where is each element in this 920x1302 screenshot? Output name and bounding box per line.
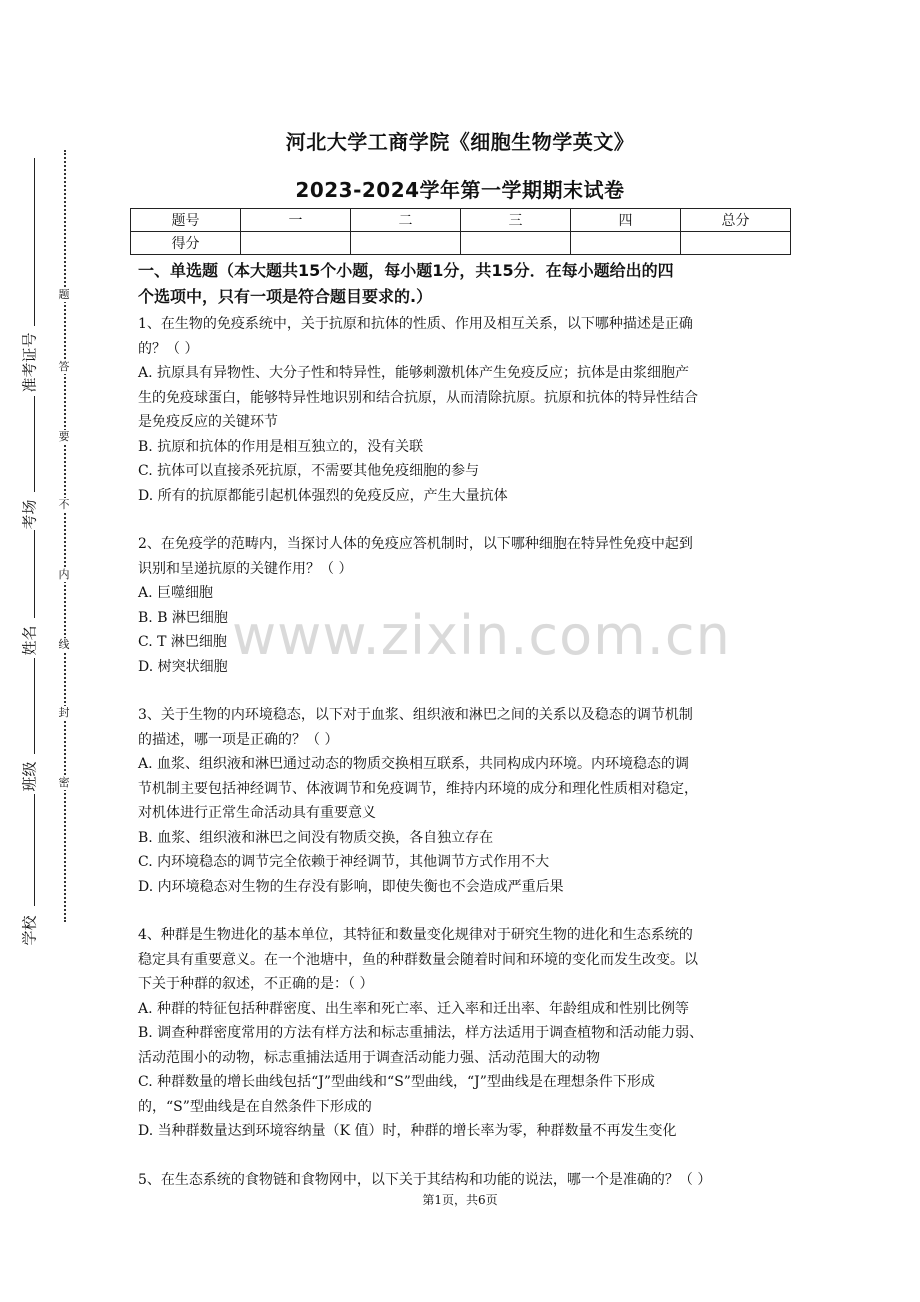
section-heading-line: 一、单选题（本大题共15个小题，每小题1分，共15分．在每小题给出的四 (138, 261, 674, 280)
question-list (138, 312, 794, 1192)
question-stem-line: 3、关于生物的内环境稳态，以下对于血浆、组织液和淋巴之间的关系以及稳态的调节机制 (138, 707, 693, 723)
score-table-cell: 题号 (131, 209, 241, 232)
answer-option-line: 的，“S”型曲线是在自然条件下形成的 (138, 1098, 372, 1115)
score-table (130, 208, 791, 255)
answer-option-line: C. 内环境稳态的调节完全依赖于神经调节，其他调节方式作用不大 (138, 854, 550, 870)
watermark: www.zixin.com.cn (232, 604, 731, 667)
answer-option[interactable] (138, 850, 794, 875)
field-label-name: 姓名 (20, 625, 39, 656)
question-stem-line: 稳定具有重要意义。在一个池塘中，鱼的种群数量会随着时间和环境的变化而发生改变。以 (138, 951, 698, 968)
answer-option[interactable] (138, 826, 794, 851)
field-underline (34, 396, 35, 492)
score-table-cell: 三 (461, 209, 571, 232)
exam-subtitle: 2023-2024学年第一学期期末试卷 (295, 178, 625, 202)
question-stem-line: 2、在免疫学的范畴内，当探讨人体的免疫应答机制时，以下哪种细胞在特异性免疫中起到 (138, 536, 693, 552)
answer-option-line: D. 当种群数量达到环境容纳量（K 值）时，种群的增长率为零，种群数量不再发生变化 (138, 1123, 677, 1139)
question-stem-line: 1、在生物的免疫系统中，关于抗原和抗体的性质、作用及相互关系，以下哪种描述是正确 (138, 316, 693, 332)
answer-option-line: C. T 淋巴细胞 (138, 634, 227, 650)
score-table-header-row (131, 209, 791, 232)
field-underline (34, 794, 35, 906)
seal-char: 要 (56, 430, 72, 444)
answer-option[interactable] (138, 752, 794, 826)
answer-option-line: D. 内环境稳态对生物的生存没有影响，即使失衡也不会造成严重后果 (138, 878, 564, 895)
answer-option[interactable] (138, 435, 794, 460)
question-stem-line: 下关于种群的叙述，不正确的是：（ ） (138, 976, 374, 992)
score-input-cell[interactable] (571, 232, 681, 255)
answer-option-line: B. 抗原和抗体的作用是相互独立的，没有关联 (138, 438, 424, 455)
score-input-cell[interactable] (461, 232, 571, 255)
score-table-cell: 一 (241, 209, 351, 232)
score-table-cell: 总分 (681, 209, 791, 232)
seal-char: 线 (56, 638, 72, 652)
seal-char: 封 (56, 706, 72, 720)
seal-char: 题 (56, 288, 72, 302)
answer-option-line: A. 血浆、组织液和淋巴通过动态的物质交换相互联系，共同构成内环境。内环境稳态的调 (138, 756, 690, 772)
answer-option[interactable] (138, 361, 794, 435)
answer-option-line: A. 巨噬细胞 (138, 585, 214, 601)
answer-option-line: 对机体进行正常生命活动具有重要意义 (138, 805, 376, 821)
answer-option-line: D. 所有的抗原都能引起机体强烈的免疫反应，产生大量抗体 (138, 487, 508, 504)
page-footer: 第1页，共6页 (422, 1193, 498, 1207)
question-item (138, 1168, 794, 1193)
seal-dotted-line (64, 150, 66, 922)
score-input-cell[interactable] (351, 232, 461, 255)
score-table-score-row (131, 232, 791, 255)
question-item (138, 923, 794, 1144)
question-stem-line: 识别和呈递抗原的关键作用？（ ） (138, 560, 353, 577)
field-underline (34, 530, 35, 618)
answer-option[interactable] (138, 1070, 794, 1119)
answer-option[interactable] (138, 997, 794, 1022)
answer-option-line: 活动范围小的动物，标志重捕法适用于调查活动能力强、活动范围大的动物 (138, 1049, 600, 1066)
answer-option-line: 是免疫反应的关键环节 (138, 414, 278, 430)
answer-option-line: 生的免疫球蛋白，能够特异性地识别和结合抗原，从而清除抗原。抗原和抗体的特异性结合 (138, 389, 698, 406)
answer-option-line: B. 调查种群密度常用的方法有样方法和标志重捕法，样方法适用于调查植物和活动能力弱、 (138, 1025, 704, 1041)
score-table-cell: 得分 (131, 232, 241, 255)
answer-option-line: D. 树突状细胞 (138, 658, 228, 675)
answer-option[interactable] (138, 581, 794, 606)
score-table-cell: 二 (351, 209, 461, 232)
answer-option-line: C. 种群数量的增长曲线包括“J”型曲线和“S”型曲线，“J”型曲线是在理想条件下形成 (138, 1074, 655, 1090)
score-input-cell[interactable] (681, 232, 791, 255)
seal-char: 答 (56, 360, 72, 374)
score-table-cell: 四 (571, 209, 681, 232)
exam-title: 河北大学工商学院《细胞生物学英文》 (285, 130, 635, 154)
question-stem-line: 的描述，哪一项是正确的？（ ） (138, 731, 339, 748)
score-input-cell[interactable] (241, 232, 351, 255)
field-underline (34, 658, 35, 754)
question-stem-line: 5、在生态系统的食物链和食物网中，以下关于其结构和功能的说法，哪一个是准确的？（ ） (138, 1171, 712, 1188)
answer-option[interactable] (138, 459, 794, 484)
field-label-school: 学校 (20, 915, 39, 946)
question-item (138, 312, 794, 508)
answer-option[interactable] (138, 1021, 794, 1070)
field-label-exam-room: 考场 (20, 499, 39, 530)
question-item (138, 703, 794, 899)
seal-char: 密 (56, 776, 72, 790)
seal-char: 内 (56, 568, 72, 582)
answer-option-line: B. 血浆、组织液和淋巴之间没有物质交换，各自独立存在 (138, 829, 494, 846)
section-heading (138, 258, 794, 310)
answer-option-line: B. B 淋巴细胞 (138, 609, 228, 626)
field-label-exam-id: 准考证号 (20, 332, 39, 393)
answer-option-line: C. 抗体可以直接杀死抗原，不需要其他免疫细胞的参与 (138, 463, 480, 479)
question-stem-line: 4、种群是生物进化的基本单位，其特征和数量变化规律对于研究生物的进化和生态系统的 (138, 927, 693, 943)
section-heading-line: 个选项中，只有一项是符合题目要求的.） (138, 287, 433, 306)
answer-option-line: 节机制主要包括神经调节、体液调节和免疫调节，维持内环境的成分和理化性质相对稳定， (138, 780, 698, 797)
field-label-class: 班级 (20, 761, 39, 792)
answer-option[interactable] (138, 1119, 794, 1144)
answer-option[interactable] (138, 484, 794, 509)
answer-option[interactable] (138, 875, 794, 900)
question-stem-line: 的？（ ） (138, 340, 199, 357)
seal-char: 不 (56, 498, 72, 512)
answer-option-line: A. 抗原具有异物性、大分子性和特异性，能够刺激机体产生免疫反应；抗体是由浆细胞产 (138, 365, 690, 381)
answer-option-line: A. 种群的特征包括种群密度、出生率和死亡率、迁入率和迁出率、年龄组成和性别比例等 (138, 1000, 690, 1017)
exam-content (138, 258, 794, 1216)
